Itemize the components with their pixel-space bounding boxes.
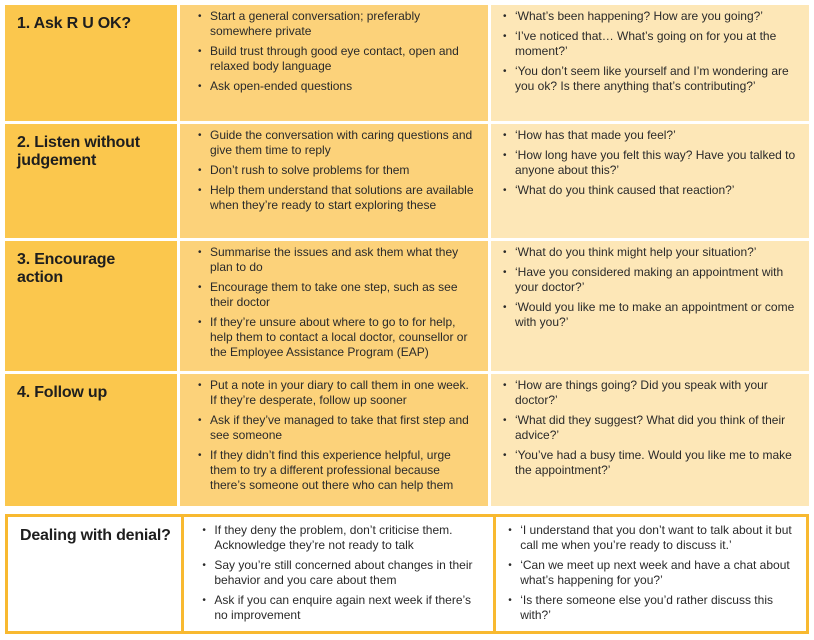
phrases-list <box>503 378 799 478</box>
action-item: • Summarise the issues and ask them what they plan to do <box>198 245 478 275</box>
phrases-list <box>503 9 799 94</box>
denial-actions-cell <box>184 517 493 631</box>
action-item: • Guide the conversation with caring questions and give them time to reply <box>198 128 478 158</box>
step-title-cell <box>5 374 177 506</box>
step-title-cell <box>5 124 177 238</box>
action-item: • Don’t rush to solve problems for them <box>198 163 478 178</box>
step-row-1 <box>5 5 809 121</box>
phrase-item: • ‘How long have you felt this way? Have you talked to anyone about this?’ <box>503 148 799 178</box>
actions-cell <box>180 124 488 238</box>
action-item: • Ask if you can enquire again next week if there’s no improvement <box>202 593 483 623</box>
phrases-list <box>503 128 799 198</box>
step-title-cell <box>5 241 177 371</box>
actions-cell <box>180 374 488 506</box>
phrases-cell <box>491 241 809 371</box>
actions-cell <box>180 241 488 371</box>
step-title: 1. Ask R U OK? <box>17 15 131 32</box>
step-title: 2. Listen without judgement <box>17 134 140 169</box>
action-item: • If they’re unsure about where to go to for help, help them to contact a local doctor, counsellor or the Employee Assistance Program (EAP) <box>198 315 478 360</box>
phrase-item: • ‘I’ve noticed that… What’s going on for you at the moment?’ <box>503 29 799 59</box>
phrase-item: • ‘How has that made you feel?’ <box>503 128 799 143</box>
step-title: 4. Follow up <box>17 384 108 401</box>
action-item: • Start a general conversation; preferably somewhere private <box>198 9 478 39</box>
actions-list <box>198 128 478 213</box>
step-row-2 <box>5 124 809 238</box>
phrases-cell <box>491 5 809 121</box>
phrase-item: • ‘Can we meet up next week and have a chat about what’s happening for you?’ <box>508 558 796 588</box>
actions-list <box>198 9 478 94</box>
phrase-item: • ‘You don’t seem like yourself and I’m wondering are you ok? Is there anything that’s contributing?’ <box>503 64 799 94</box>
phrase-item: • ‘You’ve had a busy time. Would you like me to make the appointment?’ <box>503 448 799 478</box>
phrases-list <box>503 245 799 330</box>
denial-box <box>5 514 809 634</box>
phrases-cell <box>491 374 809 506</box>
action-item: • Ask open-ended questions <box>198 79 478 94</box>
actions-cell <box>180 5 488 121</box>
step-title-cell <box>5 5 177 121</box>
phrase-item: • ‘How are things going? Did you speak with your doctor?’ <box>503 378 799 408</box>
phrases-cell <box>491 124 809 238</box>
step-row-3 <box>5 241 809 371</box>
denial-title: Dealing with denial? <box>20 527 171 544</box>
action-item: • If they deny the problem, don’t criticise them. Acknowledge they’re not ready to talk <box>202 523 483 553</box>
action-item: • Help them understand that solutions are available when they’re ready to start exploring these <box>198 183 478 213</box>
step-row-4 <box>5 374 809 506</box>
phrase-item: • ‘Is there someone else you’d rather discuss this with?’ <box>508 593 796 623</box>
phrase-item: • ‘What’s been happening? How are you going?’ <box>503 9 799 24</box>
actions-list <box>198 245 478 360</box>
step-title: 3. Encourage action <box>17 251 116 286</box>
action-item: • Ask if they’ve managed to take that first step and see someone <box>198 413 478 443</box>
denial-phrases-list <box>508 523 796 623</box>
phrase-item: • ‘What do you think might help your situation?’ <box>503 245 799 260</box>
phrase-item: • ‘I understand that you don’t want to talk about it but call me when you’re ready to discuss it.’ <box>508 523 796 553</box>
actions-list <box>198 378 478 493</box>
action-item: • Encourage them to take one step, such as see their doctor <box>198 280 478 310</box>
phrase-item: • ‘What did they suggest? What did you think of their advice?’ <box>503 413 799 443</box>
action-item: • Say you’re still concerned about changes in their behavior and you care about them <box>202 558 483 588</box>
phrase-item: • ‘Have you considered making an appointment with your doctor?’ <box>503 265 799 295</box>
action-item: • Put a note in your diary to call them in one week. If they’re desperate, follow up sooner <box>198 378 478 408</box>
denial-phrases-cell <box>496 517 806 631</box>
action-item: • Build trust through good eye contact, open and relaxed body language <box>198 44 478 74</box>
phrase-item: • ‘What do you think caused that reaction?’ <box>503 183 799 198</box>
phrase-item: • ‘Would you like me to make an appointment or come with you?’ <box>503 300 799 330</box>
action-item: • If they didn’t find this experience helpful, urge them to try a different professional because there’s someone out there who can help them <box>198 448 478 493</box>
denial-title-cell <box>8 517 181 631</box>
denial-actions-list <box>202 523 483 623</box>
